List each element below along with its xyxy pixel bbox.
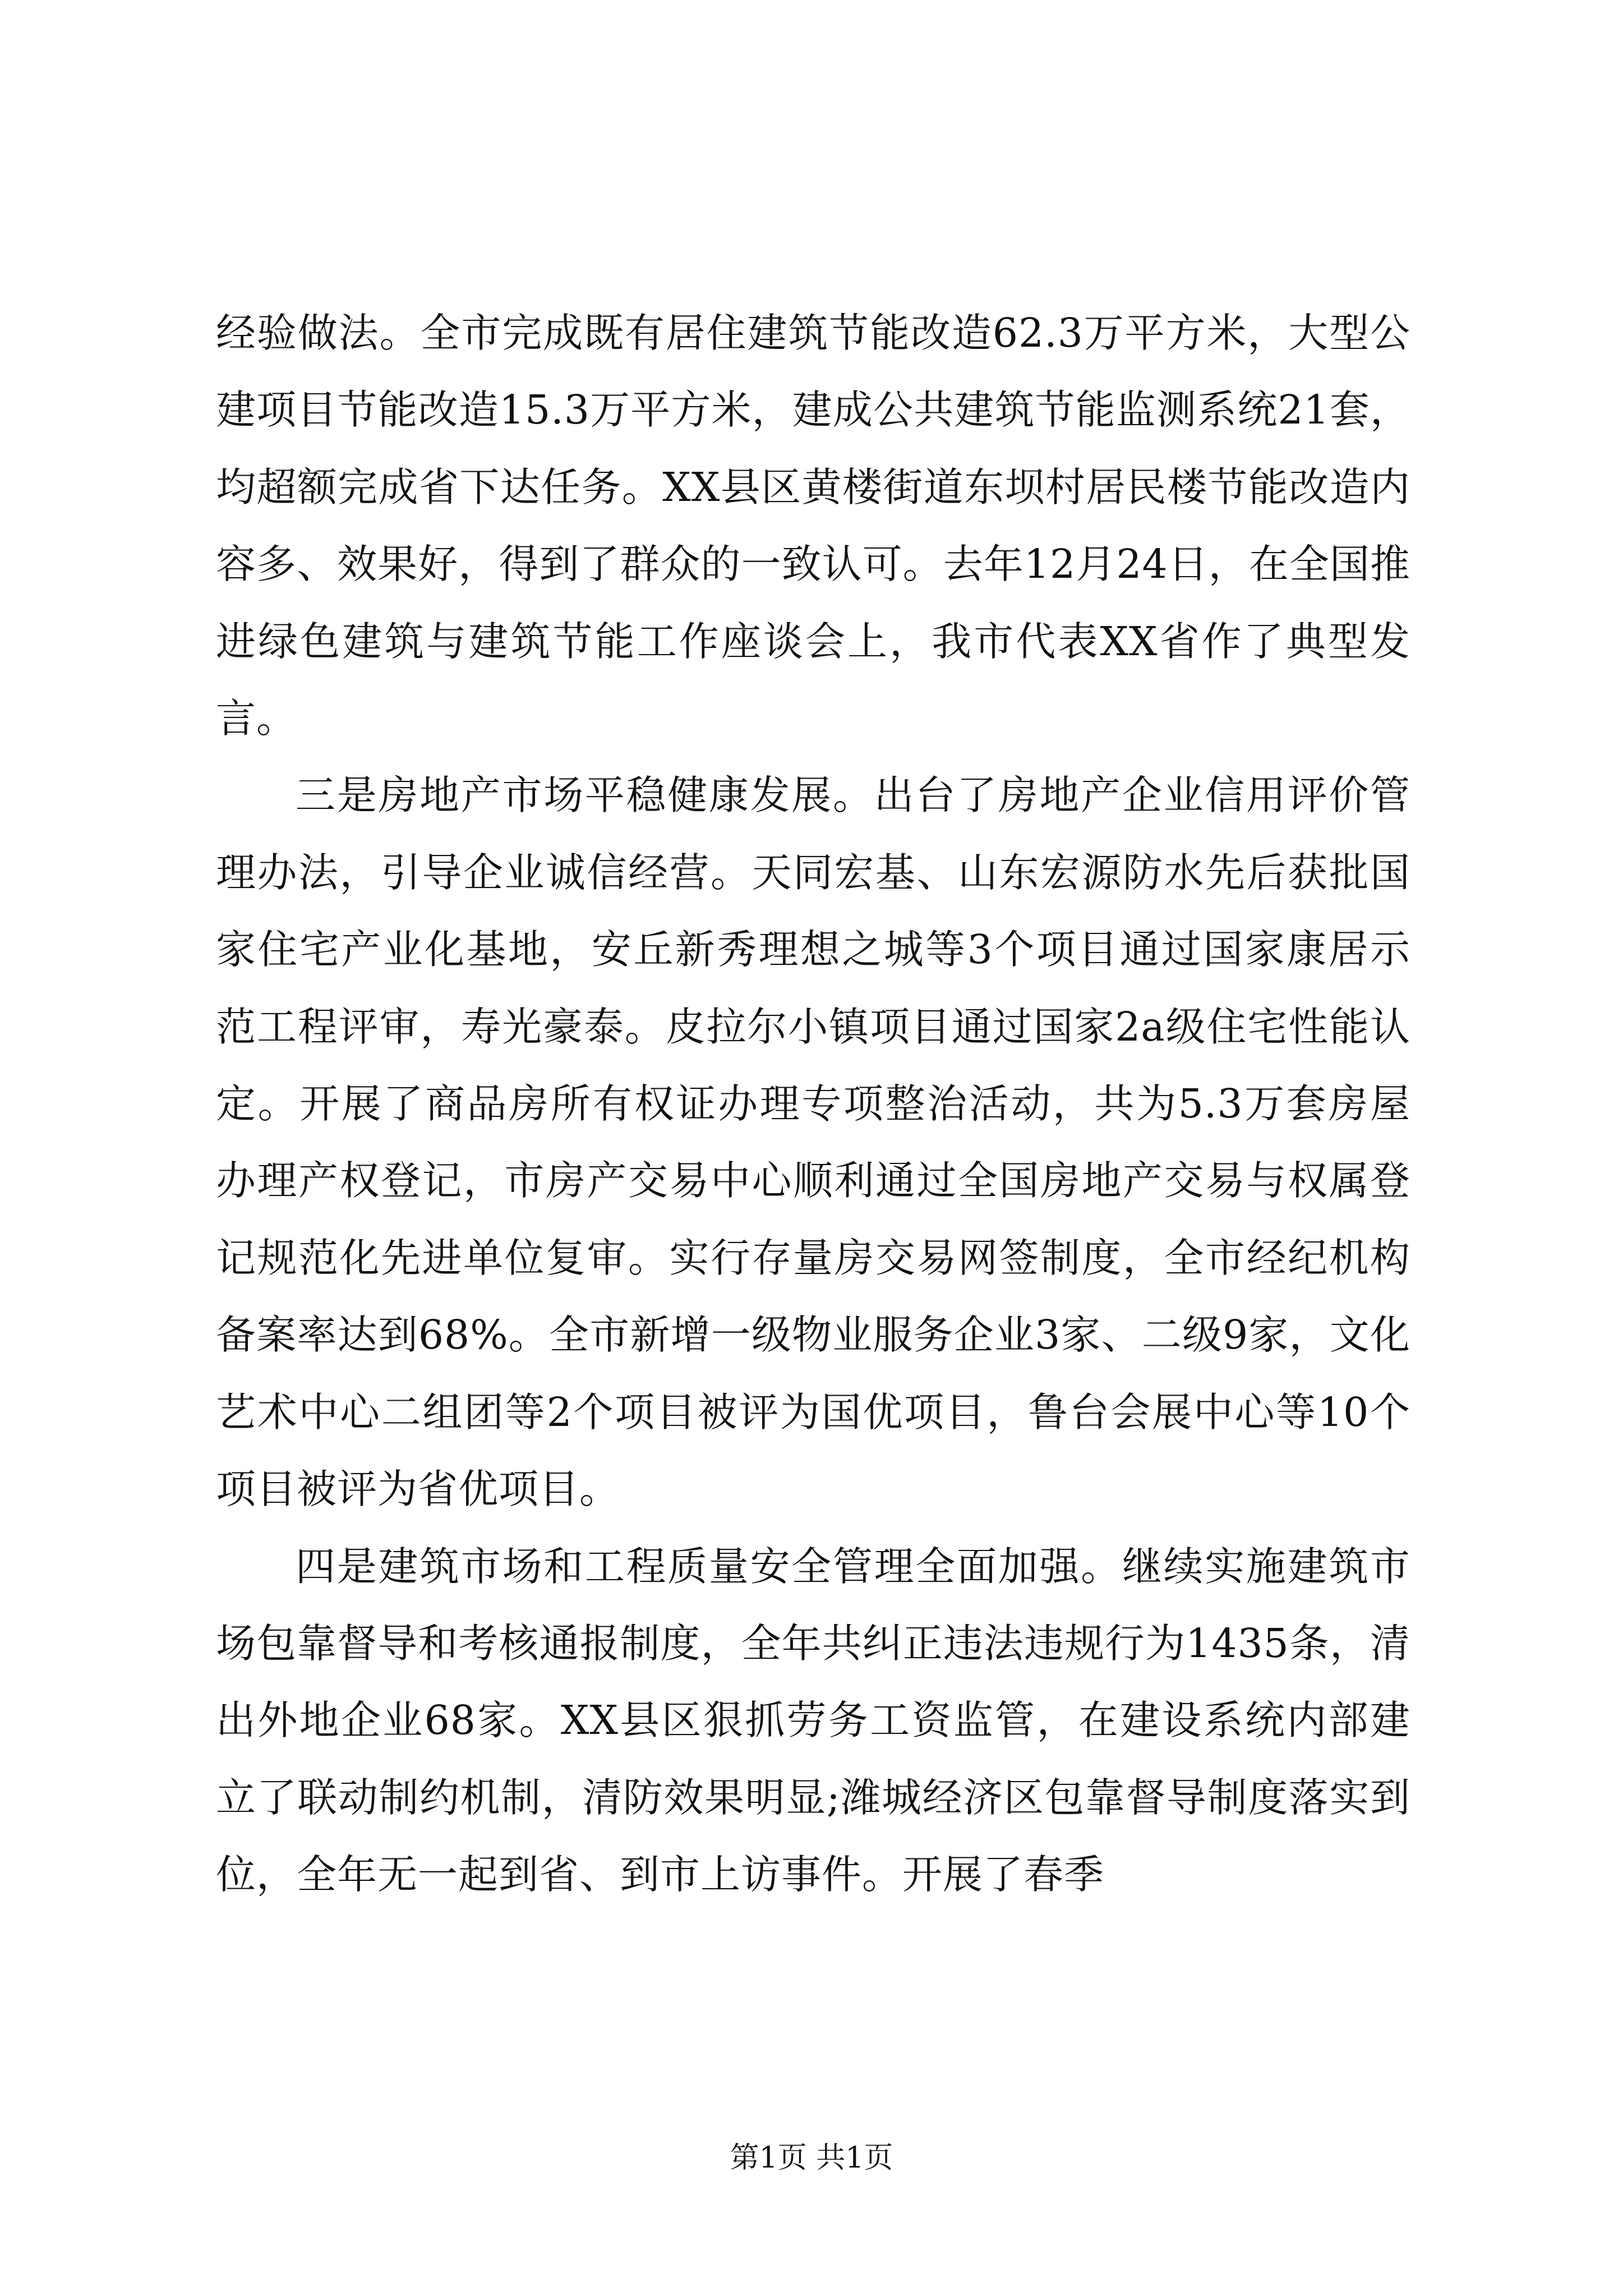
paragraph-2: 三是房地产市场平稳健康发展。出台了房地产企业信用评价管理办法，引导企业诚信经营。天同宏基、山东宏源防水先后获批国家住宅产业化基地，安丘新秀理想之城等3个项目通过国家康居示范工程评审，寿光豪泰。皮拉尔小镇项目通过国家2a级住宅性能认定。开展了商品房所有权证办理专项整治活动，共为5.3万套房屋办理产权登记，市房产交易中心顺利通过全国房地产交易与权属登记规范化先进单位复审。实行存量房交易网签制度，全市经纪机构备案率达到68%。全市新增一级物业服务企业3家、二级9家，文化艺术中心二组团等2个项目被评为国优项目，鲁台会展中心等10个项目被评为省优项目。: [216, 772, 1410, 1513]
paragraph-1: 经验做法。全市完成既有居住建筑节能改造62.3万平方米，大型公建项目节能改造15.3万平方米，建成公共建筑节能监测系统21套，均超额完成省下达任务。XX县区黄楼街道东坝村居民楼节能改造内容多、效果好，得到了群众的一致认可。去年12月24日，在全国推进绿色建筑与建筑节能工作座谈会上，我市代表XX省作了典型发言。: [216, 310, 1410, 742]
paragraph-3: 四是建筑市场和工程质量安全管理全面加强。继续实施建筑市场包靠督导和考核通报制度，全年共纠正违法违规行为1435条，清出外地企业68家。XX县区狠抓劳务工资监管，在建设系统内部建立了联动制约机制，清防效果明显;潍城经济区包靠督导制度落实到位，全年无一起到省、到市上访事件。开展了春季: [216, 1543, 1410, 1898]
document-body: [216, 295, 1410, 1913]
page-footer: 第1页 共1页: [730, 2141, 893, 2175]
